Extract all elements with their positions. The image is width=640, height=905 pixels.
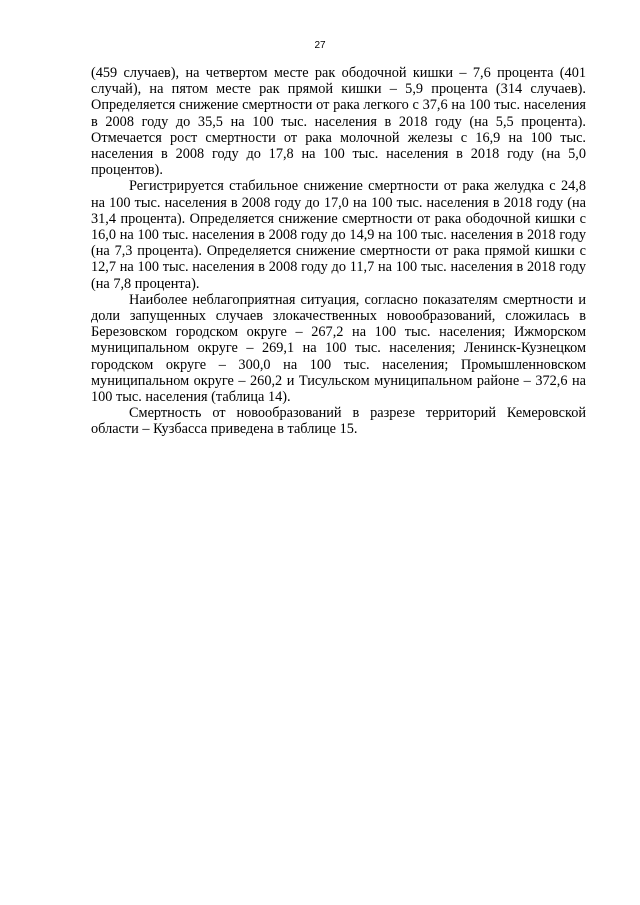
paragraph-table-reference: Смертность от новообразований в разрезе территорий Кемеровской области – Кузбасса приведена в таблице 15. (91, 405, 586, 438)
document-body (91, 65, 586, 438)
paragraph-mortality-stomach-colon: Регистрируется стабильное снижение смертности от рака желудка с 24,8 на 100 тыс. населения в 2008 году до 17,0 на 100 тыс. населения в 2018 году (на 31,4 процента). Определяется снижение смертности от рака ободочной кишки с 16,0 на 100 тыс. населения в 2008 году до 14,9 на 100 тыс. населения в 2018 году (на 7,3 процента). Определяется снижение смертности от рака прямой кишки с 12,7 на 100 тыс. населения в 2008 году до 11,7 на 100 тыс. населения в 2018 году (на 7,8 процента). (91, 178, 586, 292)
paragraph-unfavorable-territories: Наиболее неблагоприятная ситуация, согласно показателям смертности и доли запущенных случаев злокачественных новообразований, сложилась в Березовском городском округе – 267,2 на 100 тыс. населения; Ижморском муниципальном округе – 269,1 на 100 тыс. населения; Ленинск-Кузнецком городском округе – 300,0 на 100 тыс. населения; Промышленновском муниципальном округе – 260,2 и Тисульском муниципальном районе – 372,6 на 100 тыс. населения (таблица 14). (91, 291, 586, 406)
paragraph-mortality-lung-breast: (459 случаев), на четвертом месте рак ободочной кишки – 7,6 процента (401 случай), на пятом месте рак прямой кишки – 5,9 процента (314 случаев). Определяется снижение смертности от рака легкого с 37,6 на 100 тыс. населения в 2008 году до 35,5 на 100 тыс. населения в 2018 году (на 5,5 процента). Отмечается рост смертности от рака молочной железы с 16,9 на 100 тыс. населения в 2008 году до 17,8 на 100 тыс. населения в 2018 году (на 5,0 процентов). (91, 65, 586, 179)
page-number: 27 (314, 40, 326, 51)
